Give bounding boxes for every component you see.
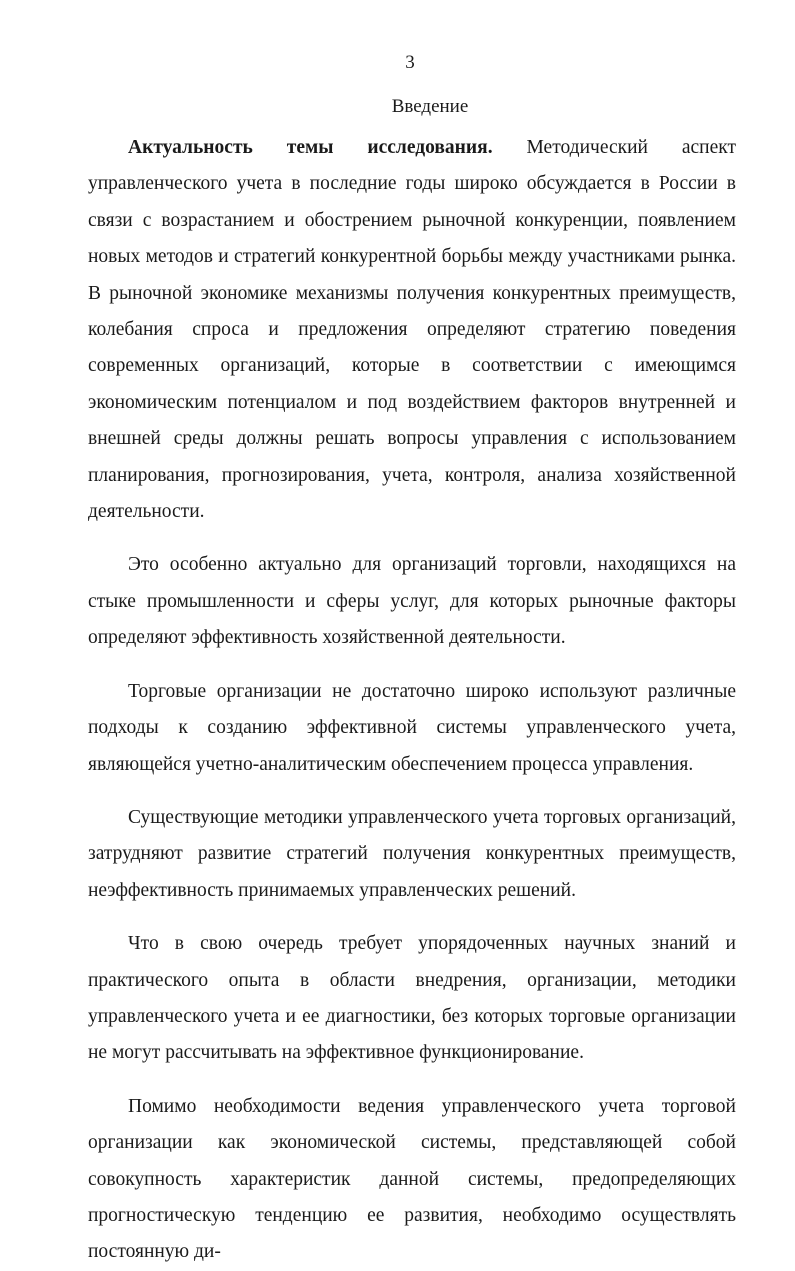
- paragraph-lead-heading: Актуальность темы исследования.: [128, 137, 493, 158]
- paragraph-text: Методический аспект управленческого учета в последние годы широко обсуждается в России в связи с возрастанием и обострением рыночной конкуренции, появлением новых методов и стратегий конкурентной борьбы между участниками рынка. В рыночной экономике механизмы получения конкурентных преимуществ, колебания спроса и предложения определяют стратегию поведения современных организаций, которые в соответствии с имеющимся экономическим потенциалом и под воздействием факторов внутренней и внешней среды должны решать вопросы управления с использованием планирования, прогнозирования, учета, контроля, анализа хозяйственной деятельности.: [88, 137, 736, 523]
- page-number: 3: [405, 52, 415, 73]
- paragraph: Торговые организации не достаточно широко используют различные подходы к созданию эффективной системы управленческого учета, являющейся учетно-аналитическим обеспечением процесса управления.: [88, 680, 736, 775]
- paragraph-relevance: [88, 130, 736, 530]
- section-title: Введение: [391, 96, 469, 117]
- body-text: [88, 130, 736, 1271]
- paragraph: Что в свою очередь требует упорядоченных научных знаний и практического опыта в области внедрения, организации, методики управленческого учета и ее диагностики, без которых торговые организации не могут рассчитывать на эффективное функционирование.: [88, 933, 736, 1064]
- paragraph: Это особенно актуально для организаций торговли, находящихся на стыке промышленности и сферы услуг, для которых рыночные факторы определяют эффективность хозяйственной деятельности.: [88, 554, 736, 649]
- paragraph: Существующие методики управленческого учета торговых организаций, затрудняют развитие стратегий получения конкурентных преимуществ, неэффективность принимаемых управленческих решений.: [88, 806, 736, 901]
- paragraph: Помимо необходимости ведения управленческого учета торговой организации как экономической системы, представляющей собой совокупность характеристик данной системы, предопределяющих прогностическую тенденцию ее развития, необходимо осуществлять постоянную ди-: [88, 1095, 736, 1263]
